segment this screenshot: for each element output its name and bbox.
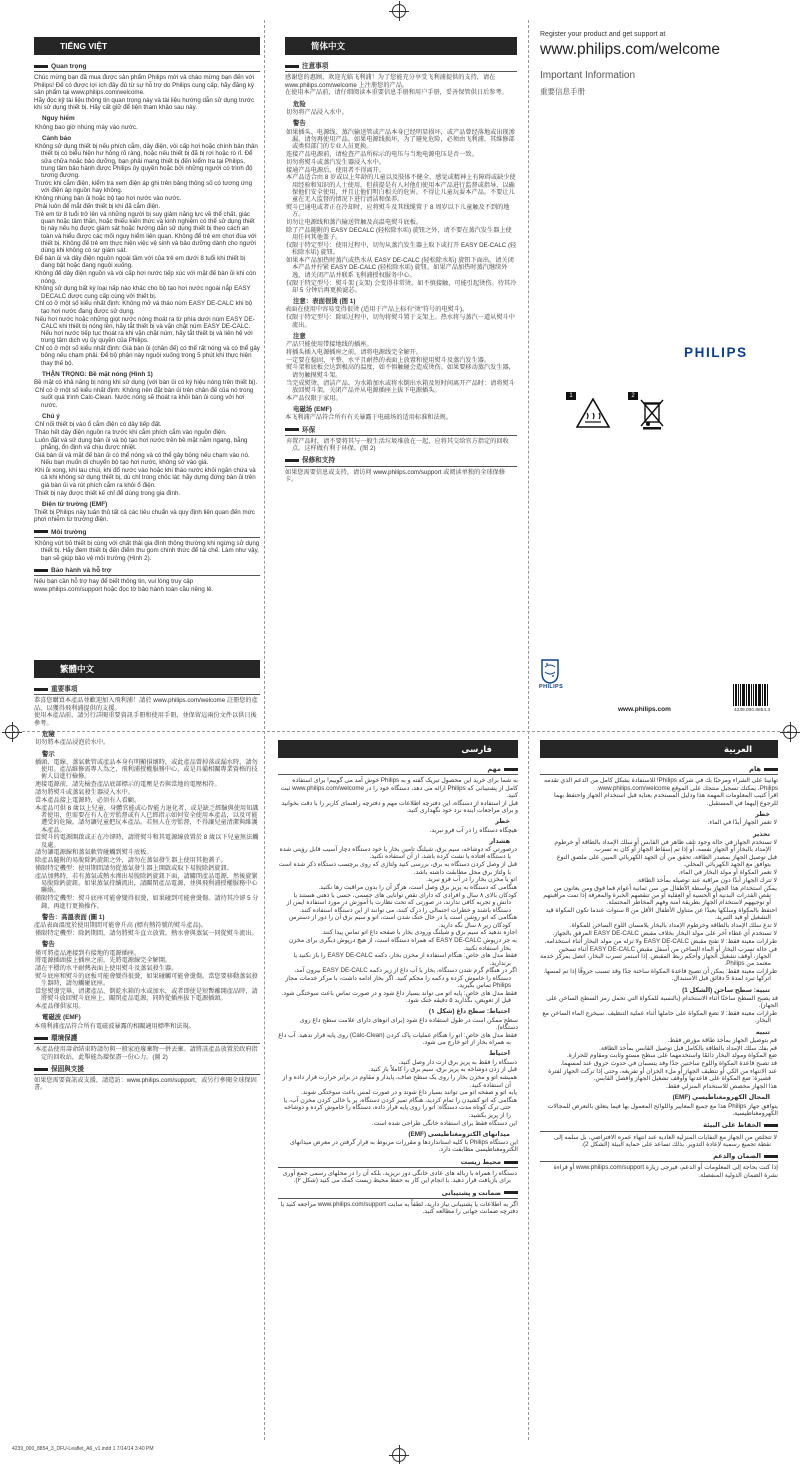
section-head-support: 保固與支援 <box>34 1066 260 1075</box>
section-head-important: هام <box>540 766 778 775</box>
list-item: کودکان بالای ۸ سال و افرادی که دارای نقص توانایی های جسمی، حسی یا ذهنی هستند یا دانش و تجربه کافی ندارند، در صورتی که تحت نظارت یا آموزش در مورد استفاده ایمن از دستگاه باشند و خطرات احتمالی را درک کنند، می توانند از این دستگاه استفاده کنند. <box>286 891 517 914</box>
language-banner-zht: 繁體中文 <box>34 660 260 678</box>
paragraph: 恭喜您購買本產品並歡迎加入飛利浦！請於 www.philips.com/welcome 註冊您的產品，以獲得飛利浦提供的支援。 <box>34 697 258 712</box>
list-item: 切勿让电源线和蒸汽输送管触及高温电熨斗底板。 <box>286 219 423 227</box>
fold-line-right <box>528 20 529 1440</box>
list-item: فقط مدل های خاص: پایه اتو می تواند بسیار داغ شود و در صورت تماس باعث سوختگی شود. قبل از تعویض، بگذارید ۵ دقیقه خنک شود. <box>281 989 517 1005</box>
paragraph: اقرأ كتيب المعلومات المهمة هذا ودليل المستخدم بعناية قبل استخدام الجهاز واحتفظ بهما للرجوع إليهما في المستقبل. <box>554 792 778 807</box>
figure-2-number: 2 <box>628 392 638 400</box>
list-item: لا تستخدم أي غطاء آخر على مولد البخار بخلاف مقبض EASY DE-CALC المرفق بالجهاز. <box>552 929 777 937</box>
print-footer: 4239_000_8854_3_DFU-Leaflet_A6_v1.indd 1 7/14/14 3:40 PM <box>12 1446 154 1452</box>
list-item: 插頭、電線、蒸氣軟管或產品本身有明顯損壞時，或此產品曾掉落或漏水時，請勿使用。產品維修需專人為之，飛利浦授權服務中心，或是具備相關專業資格的技術人員進行檢修。 <box>35 758 258 781</box>
paragraph: Nếu bạn cần hỗ trợ hay để biết thông tin, vui lòng truy cập www.philips.com/support hoặc đọc tờ bảo hành toàn cầu riêng lẻ. <box>34 578 214 593</box>
list-item: همیشه اتو و مخزن بخار را روی یک سطح صاف، پایدار و مقاوم در برابر حرارت قرار داده و از آن استفاده کنید. <box>282 1074 517 1089</box>
list-item: لا تغمر المكواة أو مولد البخار في الماء. <box>678 869 777 877</box>
list-item: قبل از زدن دوشاخه به پریز برق، سیم برق را کاملاً باز کنید. <box>368 1066 517 1074</box>
list-item: 切勿將本產品浸泡於水中。 <box>35 739 110 747</box>
env-list <box>34 540 260 562</box>
figure-ref: (圖 1) <box>88 913 105 921</box>
list-item: في حالة تسرب البخار أو الماء الساخن من أسفل مقبض EASY DE-CALC أثناء تسخين الجهاز، أوقف تشغيل الجهاز وأحكم ربط المقبض. إذا استمر تسرب البخار، اتصل بمركز خدمة معتمد من Philips. <box>539 945 777 968</box>
section-traditional-chinese <box>34 660 260 1092</box>
list-item: لا تستخدم الجهاز في حالة وجود تلف ظاهر في القابس أو سلك الإمداد بالطاقة أو خرطوم الإمداد بالبخار أو الجهاز نفسه، أو إذا تم إسقاط الجهاز أو كان به تسرب. <box>554 838 777 854</box>
list-item: 本产品适合由 8 岁或以上年龄的儿童以及肢体不健全、感觉或精神上有障碍或缺少使用经验和知识的人士使用，但前提是有人对他们使用本产品进行监督或指导，以确保他们安全使用，并且让他们明白相关的危害。不得让儿童玩耍本产品。不要让儿童在无人监督的情况下进行清洁和保养。 <box>286 174 516 204</box>
list-item: 請在平穩的水平耐熱表面上使用熨斗及蒸氣發生器。 <box>35 965 178 973</box>
sub-head-emf: Điện từ trường (EMF) <box>42 500 108 508</box>
list-item: 當熨斗的電源開啟或正在冷卻時，請將熨斗和其電源線放置於 8 歲以下兒童無法觸及處。 <box>35 834 259 849</box>
warning-list <box>34 143 260 367</box>
sub-head-warning: 警示 <box>42 750 55 758</box>
section-head-support: الضمان والدعم <box>540 1153 778 1162</box>
list-item: Luôn đặt và sử dụng bàn ủi và bộ tạo hơi nước trên bề mặt nằm ngang, bằng phẳng, ổn định và chịu được nhiệt. <box>35 436 248 452</box>
list-item: 弃置产品时，请不要将其与一般生活垃圾堆放在一起，应将其交给官方指定的回收点。这样做有利于环保。(图 2) <box>286 437 509 453</box>
hot-surface-title: تنبيه: سطح ساخن <box>714 986 770 994</box>
env-list <box>285 438 517 453</box>
sub-head-emf: المجال الكهرومغناطيسي (EMF) <box>672 1094 770 1102</box>
list-item: ضع المكواة ومولد البخار دائمًا واستخدمهما على سطح مستوٍ وثابت ومقاوم للحرارة. <box>566 1052 777 1060</box>
list-item: لا تدع سلك الإمداد بالطاقة وخرطوم الإمداد بالبخار يلامسان اللوح الساخن للمكواة. <box>569 922 777 930</box>
env-list <box>278 1170 518 1185</box>
paragraph: 感谢您的惠顾，欢迎光临飞利浦！为了您能充分享受飞利浦提供的支持，请在 www.philips.com/welcome 上注册您的产品。 <box>285 74 496 89</box>
list-item: لا تترك الجهاز أبدًا دون مراقبة عند توصيله بمأخذ الطاقة. <box>636 876 777 884</box>
list-item: لا تتخلص من الجهاز مع النفايات المنزلية العادية عند انتهاء عمره الافتراضي، بل سلمه إلى نقطة تجميع رسمية لإعادة التدوير. بذلك تساعد على حماية البيئة (الشكل 2). <box>553 1133 777 1148</box>
list-item: اتو یا مخزن بخار را در آب فرو نبرید. <box>426 876 517 884</box>
list-item: 本产品仅限于家用。 <box>286 394 342 402</box>
list-item: Không sử dụng bất kỳ loại nấp nào khác cho bộ tạo hơi nước ngoài nắp EASY DECALC được cung cấp cùng với thiết bị. <box>35 285 251 300</box>
list-item: 如果插头、电源线、蒸汽输送管或产品本身已经明显损坏，或产品曾经落地或出现渗漏，请勿再使用产品。如果电源线损坏，为了避免危险，必须由飞利浦、其维修部或类似部门的专业人员更换。 <box>286 128 515 151</box>
paragraph: 在使用本产品前，请仔细阅读本重要信息手册和用户手册，妥善保管供日后参考。 <box>285 89 508 97</box>
section-vietnamese <box>34 37 260 593</box>
figure-1-number: 1 <box>566 392 576 400</box>
list-item: هذا الجهاز مخصص للاستخدام المنزلي فقط. <box>665 1083 777 1091</box>
section-head-environment: Môi trường <box>34 529 260 538</box>
paragraph: Hãy đọc kỹ tài liệu thông tin quan trọng này và tài liệu hướng dẫn sử dụng trước khi sử dụng thiết bị. Hãy cất giữ để tiện tham khảo sau này. <box>34 96 255 111</box>
list-item: اگر در هنگام گرم شدن دستگاه، بخار یا آب داغ از زیر دکمه EASY DE-CALC بیرون آمد، دستگاه را خاموش کرده و دکمه را محکم کنید. اگر بخار ادامه داشت، با مرکز خدمات مجاز Philips تماس بگیرید. <box>285 967 517 990</box>
caution-list <box>34 950 260 1011</box>
list-item: Không nhúng bàn ủi hoặc bộ tạo hơi nước vào nước. <box>35 195 182 203</box>
important-info-title: Important Information <box>540 70 636 81</box>
list-item: 熨斗已通电或者正在冷却时，应将熨斗及其线缆置于 8 周岁以下儿童触及不到的地方。 <box>286 204 510 219</box>
list-item: 僅限特定機型：除鈣期間，請勿將熨斗直立放置，熱水會與蒸氣一同從熨斗流出。 <box>35 929 258 937</box>
env-list <box>34 1046 260 1061</box>
list-item: هیچگاه دستگاه را در آب فرو نبرید. <box>429 826 517 834</box>
paragraph: 產品表面溫度於使用期間可能會升高 (標有熱符號的熨斗產品)。 <box>34 922 207 930</box>
section-head-support: ضمانت و پشتیبانی <box>278 1190 518 1199</box>
warning-list <box>34 759 260 910</box>
figures <box>566 392 676 452</box>
sub-head-warning: هشدار <box>489 837 510 845</box>
sub-head-hot-surface <box>42 914 260 921</box>
list-item: 将插头插入电源插座之前，请将电源线完全解开。 <box>286 348 423 356</box>
sub-head-caution: احتیاط <box>488 1050 510 1058</box>
list-item: Để bàn ủi và dây điện nguồn ngoài tầm với của trẻ em dưới 8 tuổi khi thiết bị đang bật hoặc đang nguội xuống. <box>35 255 246 270</box>
registration-mark-top <box>392 4 406 18</box>
list-item: 如果本产品加热时蒸汽或热水从 EASY DE-CALC (轻松除水垢) 旋钮下面出，请关闭本产品并拧紧 EASY DE-CALC (轻松除水垢) 旋钮。如果产品加热时蒸汽继续外逸，请关闭产品并联系飞利浦授权服务中心。 <box>286 257 514 279</box>
hot-surface-title: 注意：表面很烫 <box>293 298 338 306</box>
sub-head-danger: 危险 <box>293 100 306 108</box>
paragraph: قد يصبح السطح ساخنًا أثناء الاستخدام (بالنسبة للمكواة التي تحمل رمز السطح الساخن على الجهاز). <box>546 994 778 1010</box>
hot-list <box>34 930 260 937</box>
danger-list <box>540 819 778 826</box>
section-head-environment: الحفاظ على البيئة <box>540 1122 778 1131</box>
list-item: 僅可將產品連接到有接地的電源插座。 <box>35 949 141 957</box>
list-item: 切勿将产品浸入水中。 <box>286 108 348 116</box>
section-head-important: مهم <box>278 766 518 775</box>
list-item: 仅限于特定型号：熨斗架 (支架) 会变得非常烫。如不慎接触，可能引起烫伤。待其冷却 5 分钟后再更换滤芯。 <box>286 279 517 294</box>
list-item: 本產品可供 8 歲以上兒童，身體官能或心智能力退化者，或是缺乏經驗與使用知識者使用，但需要在有人在旁監督或有人已經指示如何安全使用本產品，以及可能遭受的危險。請勿讓兒童把玩本產品。若無人在旁監督，不得讓兒童清潔與維護本產品。 <box>35 804 259 834</box>
list-item: Thiết bị này được thiết kế chỉ để dùng trong gia đình. <box>35 489 181 497</box>
paragraph: 表面在使用中容易变得很烫 (适用于产品上标有“烫”符号的电熨斗)。 <box>285 306 469 314</box>
registration-mark-left <box>5 725 19 739</box>
list-item: قد تصبح قاعدة المكواة واللوح ساخنين جدًا وقد يتسببان في حدوث حروق عند لمسهما. <box>560 1060 777 1068</box>
caution-list <box>540 1037 778 1091</box>
language-banner-vi: TIẾNG VIỆT <box>34 37 260 55</box>
list-item: Chỉ nối thiết bị vào ổ cắm điện có dây tiếp đất. <box>35 421 162 429</box>
danger-list <box>278 827 518 834</box>
list-item: 接通产品电源后，使用者不得离开。 <box>286 166 385 174</box>
sub-head-caution: Chú ý <box>42 413 60 421</box>
list-item: 产品只能使用带接地线的插座。 <box>286 341 373 349</box>
caution-list <box>278 1059 518 1127</box>
hot-surface-icon <box>576 398 610 428</box>
list-item: قم بفك سلك الإمداد بالطاقة بالكامل قبل توصيل القابس بمأخذ الطاقة. <box>599 1044 777 1052</box>
figure-ref: (شکل ۱) <box>428 1008 455 1016</box>
barcode-icon <box>733 684 769 706</box>
register-title: Register your product and get support at <box>540 31 666 38</box>
list-item: قم بتوصيل الجهاز بمأخذ طاقة مؤرض فقط. <box>667 1036 777 1044</box>
register-url[interactable]: www.philips.com/welcome <box>540 41 721 58</box>
list-item: این دستگاه فقط برای استفاده خانگی طراحی شده است. <box>371 1119 517 1127</box>
warning-list <box>285 129 517 295</box>
sub-head-warning: Cảnh báo <box>42 134 72 142</box>
sub-head-danger: Nguy hiểm <box>42 115 75 123</box>
list-item: يمكن استخدام هذا الجهاز بواسطة الأطفال من سن ثمانية أعوام فما فوق ومن يعانون من نقص القدرات البدنية أو الحسية أو العقلية أو من تنقصهم الخبرة والمعرفة إذا تمت مراقبتهم أو توجيههم لاستخدام الجهاز بطريقة آمنة وفهم المخاطر المحتملة. <box>543 884 777 907</box>
list-item: لا تغمر الجهاز أبدًا في الماء. <box>707 819 777 827</box>
paragraph: Chúc mừng bạn đã mua được sản phẩm Philips mới và chào mừng bạn đến với Philips! Để có được lợi ích đầy đủ từ sự hỗ trợ do Philips cung cấp, hãy đăng ký sản phẩm tại www.philips.com/welcome. <box>34 74 254 96</box>
list-item: Không vứt bỏ thiết bị cùng với chất thải gia đình thông thường khi ngừng sử dụng thiết bị. Hãy đem thiết bị đến điểm thu gom chính thức để tái chế. Làm như vậy, bạn sẽ giúp bảo vệ môi trường (Hình 2). <box>35 540 260 562</box>
language-banner-ar: العربية <box>540 740 778 758</box>
hot-surface-title: THẬN TRỌNG: Bề mặt nóng <box>42 371 128 379</box>
sub-head-caution: 警告 <box>42 941 55 949</box>
sub-head-emf: میدانهای الکترومغناطیسی (EMF) <box>408 1130 510 1138</box>
figure-ref: (图 1) <box>339 298 356 306</box>
sub-head-caution: 注意 <box>293 332 306 340</box>
list-item: Chỉ có ở một số kiểu nhất định: Không mở và tháo núm EASY DE-CALC khi bộ tạo hơi nước đang được sử dụng. <box>35 300 253 315</box>
list-item: Khi ủi xong, khi lau chùi, khi đổ nước vào hoặc khi tháo nước khỏi ngăn chứa và cả khi không sử dụng thiết bị, dù chỉ trong chốc lát: hãy dựng đứng bàn ủi trên giá bàn ủi và rút phích cắm ra khỏi ổ điện. <box>35 467 256 489</box>
hot-list <box>540 1010 778 1025</box>
danger-list <box>34 124 260 131</box>
list-item: هنگامی که دستگاه به پریز برق وصل است، هرگز آن را بدون مراقبت رها نکنید. <box>318 884 517 892</box>
paragraph: Bề mặt có khả năng bị nóng khi sử dụng (với bàn ủi có ký hiệu nóng trên thiết bị). <box>34 379 258 387</box>
list-item: 一定要在稳固、平整、水平且耐热的表面上放置和使用熨斗及蒸汽发生器。 <box>286 356 491 364</box>
list-item: 熨斗架和底板会达到极高的温度，如不慎触碰会造成烫伤。如果要移动蒸汽发生器，请勿触摸熨斗架。 <box>286 364 515 379</box>
paragraph: 本飛利浦產品符合所有電磁波暴露的相關適用標準和法規。 <box>34 1022 195 1030</box>
list-item: اجازه ندهید که سیم برق و شیلنگ ورودی بخار با صفحه داغ اتو تماس پیدا کنند. <box>321 929 517 937</box>
list-item: 當您熨燙完畢、清潔產品、倒乾水箱的水或加水，或者即使是短暫離開產品時，請將熨斗放回熨斗底座上，關閉產品電源，同時從插座拔下電源插頭。 <box>35 987 258 1003</box>
philips-shield-icon <box>540 655 560 687</box>
sub-head-danger: خطر <box>755 810 770 818</box>
paragraph: اگر به اطلاعات یا پشتیبانی نیاز دارید، لطفاً به سایت www.philips.com/support مراجعه کنید یا دفترچه ضمانت جهانی را مطالعه کنید. <box>280 1200 518 1216</box>
list-item: Trẻ em từ 8 tuổi trở lên và những người bị suy giảm năng lực về thể chất, giác quan hoặc tâm thần, hoặc thiếu kiến thức và kinh nghiệm có thể sử dụng thiết bị này nếu họ được giám sát hoặc hướng dẫn sử dụng thiết bị theo cách an toàn và hiểu được các mối nguy hiểm liên quan. Không để trẻ em chơi đùa với thiết bị. Không để trẻ em thực hiện việc vệ sinh và bảo dưỡng dành cho người dùng khi không có sự giám sát. <box>35 210 257 255</box>
list-item: 本產品僅供家用。 <box>35 1003 85 1011</box>
list-item: 熨斗底座和熨斗的底板可能會變得很燙，如果碰觸可能會燙傷。當您要移動蒸氣發生器時，請勿觸碰底座。 <box>35 972 258 988</box>
list-item: طرازات معينة فقط: لا تضع المكواة على حاملها أثناء عملية التنظيف. سيخرج الماء الساخن مع البخار. <box>542 1009 777 1025</box>
paragraph: این دستگاه Philips با کلیه استانداردها و مقررات مربوط به قرار گرفتن در معرض میدانهای الکترومغناطیسی مطابقت دارد. <box>290 1139 518 1154</box>
paragraph: به شما برای خرید این محصول تبریک گفته و به Philips خوش آمد می گوییم! برای استفاده کامل از پشتیبانی که Philips ارائه می دهد، دستگاه خود را در www.philips.com/welcome ثبت کنید. <box>280 777 518 799</box>
paragraph: قبل از استفاده از دستگاه، این دفترچه اطلاعات مهم و دفترچه راهنمای کاربر را با دقت بخوانید و برای مراجعات آینده نزد خود نگهداری کنید. <box>281 799 518 814</box>
paragraph: إذا كنت بحاجة إلى المعلومات أو الدعم، فيرجى زيارة www.philips.com/support أو قراءة نشرة الضمان الدولية المنفصلة. <box>553 1164 778 1179</box>
list-item: 產品加熱時，若有蒸氣或熱水滲出易脫除鈣旋鈕下面，請關閉產品電源，然後旋緊易脫除鈣旋鈕。如果蒸氣持續流出，請關閉產品電源，並與飛利浦授權服務中心聯絡。 <box>35 872 258 895</box>
list-item: فقط مدل های خاص: اتو را هنگام عملیات پاک کردن (Calc-Clean) روی پایه قرار ندهید. آب داغ به همراه بخار از اتو خارج می شود. <box>278 1031 517 1047</box>
list-item: فقط مدل های خاص: هنگام استفاده از مخزن بخار، دکمه EASY DE-CALC را باز نکنید یا برندارید. <box>293 952 517 967</box>
list-item: 连接产品电源前，请检查产品所标示的电压与当地电源电压是否一致。 <box>286 150 478 158</box>
paragraph: 本飞利浦产品符合所有有关暴露于电磁场的适用标准和法规。 <box>285 414 453 422</box>
philips-url[interactable]: www.philips.com <box>618 706 671 713</box>
paragraph: 使用本產品前，請另行詳閱重要資訊手冊和使用手冊，並保留這兩份文件以供日後參考。 <box>34 712 257 727</box>
list-item: قبل توصيل الجهاز بمصدر الطاقة، تحقق من أن الجهد الكهربائي المبين على ملصق النوع يتوافق مع الجهد الكهربائي المحلي. <box>556 853 777 869</box>
document-code: 4239.000.8854.3 <box>734 708 771 713</box>
list-item: 本產品使用壽命結束時請勿與一般家庭廢棄物一併丟棄。請將該產品放置於政府指定的回收站，此舉能為環保盡一份心力。(圖 2) <box>35 1046 258 1061</box>
list-item: قبل از وصل کردن دستگاه به برق، بررسی کنید ولتاژی که روی برچسب دستگاه ذکر شده است با ولتاژ برق محل مطابقت داشته باشد. <box>278 861 517 876</box>
list-item: دستگاه را همراه با زباله های عادی خانگی دور نریزید، بلکه آن را در محلهای رسمی جمع آوری برای بازیافت قرار دهید. با انجام این کار به حفظ محیط زیست کمک می کنید (شکل ۲). <box>282 1170 517 1185</box>
warning-list <box>278 846 518 1004</box>
list-item: هنگامی که اتو روشن است یا در حال خنک شدن است، اتو و سیم برق آن را دور از دسترس کودکان زیر ۸ سال نگه دارید. <box>289 914 517 929</box>
list-item: پایه اتو و صفحه اتو می توانند بسیار داغ شوند و در صورت لمس باعث سوختگی شوند. <box>301 1089 517 1097</box>
sub-head-danger: 危險 <box>42 730 55 738</box>
caution-list <box>34 421 260 496</box>
paragraph: يتوافق جهاز Philips هذا مع جميع المعايير واللوائح المعمول بها فيما يتعلق بالتعرض للمجالات الكهرومغناطيسية. <box>547 1102 778 1117</box>
list-item: Không để dây điện nguồn và vòi cấp hơi nước tiếp xúc với mặt đế bàn ủi khi còn nóng. <box>35 270 256 285</box>
list-item: 僅限特定機型：使用期間請勿從蒸氣發生器上開啟或取下易脫除鈣旋鈕。 <box>35 865 233 873</box>
list-item: Chỉ có ở một số kiểu nhất định: Giá bàn ủi (chân đế) có thể rất nóng và có thể gây bỏng nếu chạm phải. Để bộ phận này nguội xuống trong 5 phút khi thực hiện thay thế bộ. <box>35 345 260 367</box>
hot-list <box>278 1032 518 1047</box>
list-item: به جز درپوش EASY DE-CALC که همراه دستگاه است، از هیچ درپوش دیگری برای مخزن بخار استفاده نکنید. <box>288 937 517 952</box>
paragraph: تهانينا على الشراء ومرحبًا بك في شركة Philips! للاستفادة بشكل كامل من الدعم الذي تقدمه Philips، يمكنك تسجيل منتجك على الموقع www.philips.com/welcome. <box>543 777 778 792</box>
section-head-support: Bảo hành và hỗ trợ <box>34 567 260 576</box>
list-item: هنگامی که اتو کشیدن را تمام کردید، هنگام تمیز کردن دستگاه، پر یا خالی کردن مخزن آب، یا حتی ترک کوتاه مدت دستگاه: اتو را روی پایه قرار داده، دستگاه را خاموش کرده و دوشاخه را از پریز بکشید. <box>283 1097 517 1119</box>
sub-head-caution: تنبيه <box>755 1028 770 1036</box>
section-head-important: Quan trọng <box>34 63 260 72</box>
list-item: Tháo hết dây điện nguồn ra trước khi cắm phích cắm vào nguồn điện. <box>35 429 227 437</box>
list-item: 除產品隨附的易脫除鈣旋鈕之外，請勿在蒸氣發生器上使用其他蓋子。 <box>35 857 227 865</box>
list-item: 僅限特定機型：熨斗底座可能會變得很燙，如果碰到可能會燙傷。請待其冷卻 5 分鐘，再進行更換操作。 <box>35 895 259 910</box>
list-item: Giá bàn ủi và mặt đế bàn ủi có thể nóng và có thể gây bỏng nếu chạm vào nó. Nếu bạn muốn di chuyển bộ tạo hơi nước, không sờ vào giá. <box>35 452 250 467</box>
sub-head-danger: خطر <box>495 818 510 826</box>
section-simplified-chinese <box>285 37 517 484</box>
list-item: Không sử dụng thiết bị nếu phích cắm, dây điện, vòi cấp hơi hoặc chính bản thân thiết bị có biểu hiện hư hỏng rõ ràng, hoặc nếu thiết bị đã bị rơi hoặc rò rỉ. Để sửa chữa hoặc bảo dưỡng, bạn phải mang thiết bị đến kiểm tra tại Philips, trung tâm bảo hành được Philips ủy quyền hoặc bởi những người có trình độ tương đương. <box>35 143 258 180</box>
list-item: 將電源插頭接上插座之前，先將電源線完全解開。 <box>35 957 172 965</box>
list-item: 仅限于特定型号：使用过程中，切勿从蒸汽发生器上取下或打开 EASY DE-CALC (轻松除水垢) 旋钮。 <box>286 242 517 257</box>
section-head-important: 重要事項 <box>34 686 260 695</box>
paragraph: 如果您需要信息或支持，请访问 www.philips.com/support 或阅读单独的全球保修卡。 <box>285 468 506 484</box>
hot-surface-title: 警告：高溫表面 <box>42 913 87 921</box>
hot-surface-title: احتیاط: سطح داغ <box>456 1008 510 1016</box>
sub-head-hot-surface <box>278 1008 510 1015</box>
list-item: Chỉ có ở một số kiểu nhất định: Không nên đặt bàn ủi trên chân đế của nó trong suốt quá trình Calc-Clean. Nước nóng sẽ thoát ra khỏi bàn ủi cùng với hơi nước. <box>35 387 254 409</box>
philips-logo: PHILIPS <box>684 345 748 360</box>
registration-mark-bottom <box>392 1448 406 1462</box>
caution-list <box>285 341 517 402</box>
list-item: 請勿將熨斗或蒸氣發生器浸入水中。 <box>35 789 134 797</box>
registration-mark-right <box>783 725 797 739</box>
list-item: Không bao giờ nhúng máy vào nước. <box>35 123 138 131</box>
section-head-important: 注意事项 <box>285 63 517 72</box>
important-info-title-cn: 重要信息手册 <box>540 87 585 96</box>
figure-ref: (Hình 1) <box>129 371 153 379</box>
warning-list <box>540 839 778 983</box>
env-list <box>540 1134 778 1149</box>
section-head-environment: 环保 <box>285 427 517 436</box>
list-item: احتفظ بالمكواة وسلكها بعيدًا عن متناول الأطفال الأقل من 8 سنوات عندما تكون المكواة قيد التشغيل أو قيد التبريد. <box>545 907 777 922</box>
list-item: 当完成熨烫、清洁产品、为水箱加水或将水倒出水箱及短时间离开产品时：请将熨斗放回熨斗架，关闭产品并从电源插座上拔下电源插头。 <box>286 379 515 394</box>
sub-head-hot-surface <box>540 987 770 994</box>
sub-head-warning: 警告 <box>293 120 306 128</box>
sub-head-emf: 電磁波 (EMF) <box>42 1014 81 1022</box>
list-item: درصورتی که دوشاخه، سیم برق، شیلنگ تامین بخار یا خود دستگاه دچار آسیب قابل رؤیتی شده یا دستگاه افتاده یا نشت کرده باشد، از آن استفاده نکنید. <box>279 846 517 861</box>
section-head-environment: 環境保護 <box>34 1035 260 1044</box>
paragraph: Thiết bị Philips này tuân thủ tất cả các tiêu chuẩn và quy định liên quan đến mức phơi nhiễm từ trường điện. <box>34 509 255 524</box>
section-head-environment: محیط زیست <box>278 1159 518 1168</box>
sub-head-hot-surface <box>293 298 517 305</box>
danger-list <box>285 109 517 116</box>
list-item: Nếu hơi nước hoặc những giọt nước nóng thoát ra từ phía dưới núm EASY DE-CALC khi thiết bị nóng lên, hãy tắt thiết bị và vặn chặt núm EASY DE-CALC. Nếu hơi nước tiếp tục thoát ra khi vặn chặt núm, hãy tắt thiết bị và liên hệ với trung tâm dịch vụ ủy quyền của Philips. <box>35 315 255 345</box>
list-item: 仅限于特定型号：除垢过程中，切勿将熨斗置于支架上。热水将与蒸汽一道从熨斗中流出。 <box>286 314 515 329</box>
list-item: عند الانتهاء من الكي أو تنظيف الجهاز أو ملء الخزان أو تفريغه، وحتى إذا تركت الجهاز لفترة قصيرة: ضع المكواة على قاعدتها وأوقف تشغيل الجهاز وافصل القابس. <box>548 1067 777 1083</box>
language-banner-zhs: 简体中文 <box>285 37 517 55</box>
language-banner-fa: فارسی <box>278 740 518 758</box>
hot-list <box>34 387 260 409</box>
list-item: 切勿将熨斗或蒸汽发生器浸入水中。 <box>286 158 385 166</box>
wheelie-bin-crossed-icon <box>640 398 664 430</box>
paragraph: 如果您需要資訊或支援，請造訪：www.philips.com/support，或另行參閱全球保固書。 <box>34 1077 257 1092</box>
list-item: Phải luôn để mắt đến thiết bị khi đã cắm điện. <box>35 203 161 211</box>
list-item: 連接電源前，請先檢查產品底部標示的電壓是否與當地的電壓相符。 <box>35 781 221 789</box>
philips-small-logo: PHILIPS <box>539 684 564 690</box>
list-item: Trước khi cắm điện, kiểm tra xem điện áp ghi trên bảng thông số có tương ứng với điện áp nguồn hay không. <box>35 180 253 195</box>
list-item: طرازات معينة فقط: يمكن أن تصبح قاعدة المكواة ساخنة جدًا وقد تسبب حروقًا إذا تم لمسها. اتركها تبرد لمدة 5 دقائق قبل الاستبدال. <box>543 967 777 983</box>
danger-list <box>34 739 260 746</box>
list-item: طرازات معينة فقط: لا تفتح مقبض EASY DE-CALC ولا تزله من مولد البخار أثناء استخدامه. <box>544 937 777 945</box>
list-item: 請勿讓電源線和蒸氣軟管碰觸到熨斗底板。 <box>35 849 153 857</box>
section-arabic <box>540 740 778 1180</box>
sub-head-emf: 电磁场 (EMF) <box>293 405 332 413</box>
hot-list <box>285 314 517 329</box>
section-head-support: 保修和支持 <box>285 457 517 466</box>
section-persian <box>278 740 518 1216</box>
list-item: دستگاه را فقط به پریز برق ارت دار وصل کنید. <box>398 1058 517 1066</box>
paragraph: سطح ممکن است در طول استفاده داغ شود (برای اتوهای دارای علامت سطح داغ روی دستگاه). <box>299 1016 518 1031</box>
fold-line-left <box>264 20 265 1440</box>
sub-head-warning: تحذير <box>752 830 770 838</box>
list-item: 除了产品随附的 EASY DECALC (轻松除水垢) 旋钮之外，请不要在蒸汽发生器上使用任何其他盖子。 <box>286 226 512 242</box>
sub-head-hot-surface <box>42 371 260 378</box>
figure-ref: (الشكل 1) <box>682 986 713 994</box>
list-item: 當本產品接上電源時，必須有人看顧。 <box>35 796 141 804</box>
